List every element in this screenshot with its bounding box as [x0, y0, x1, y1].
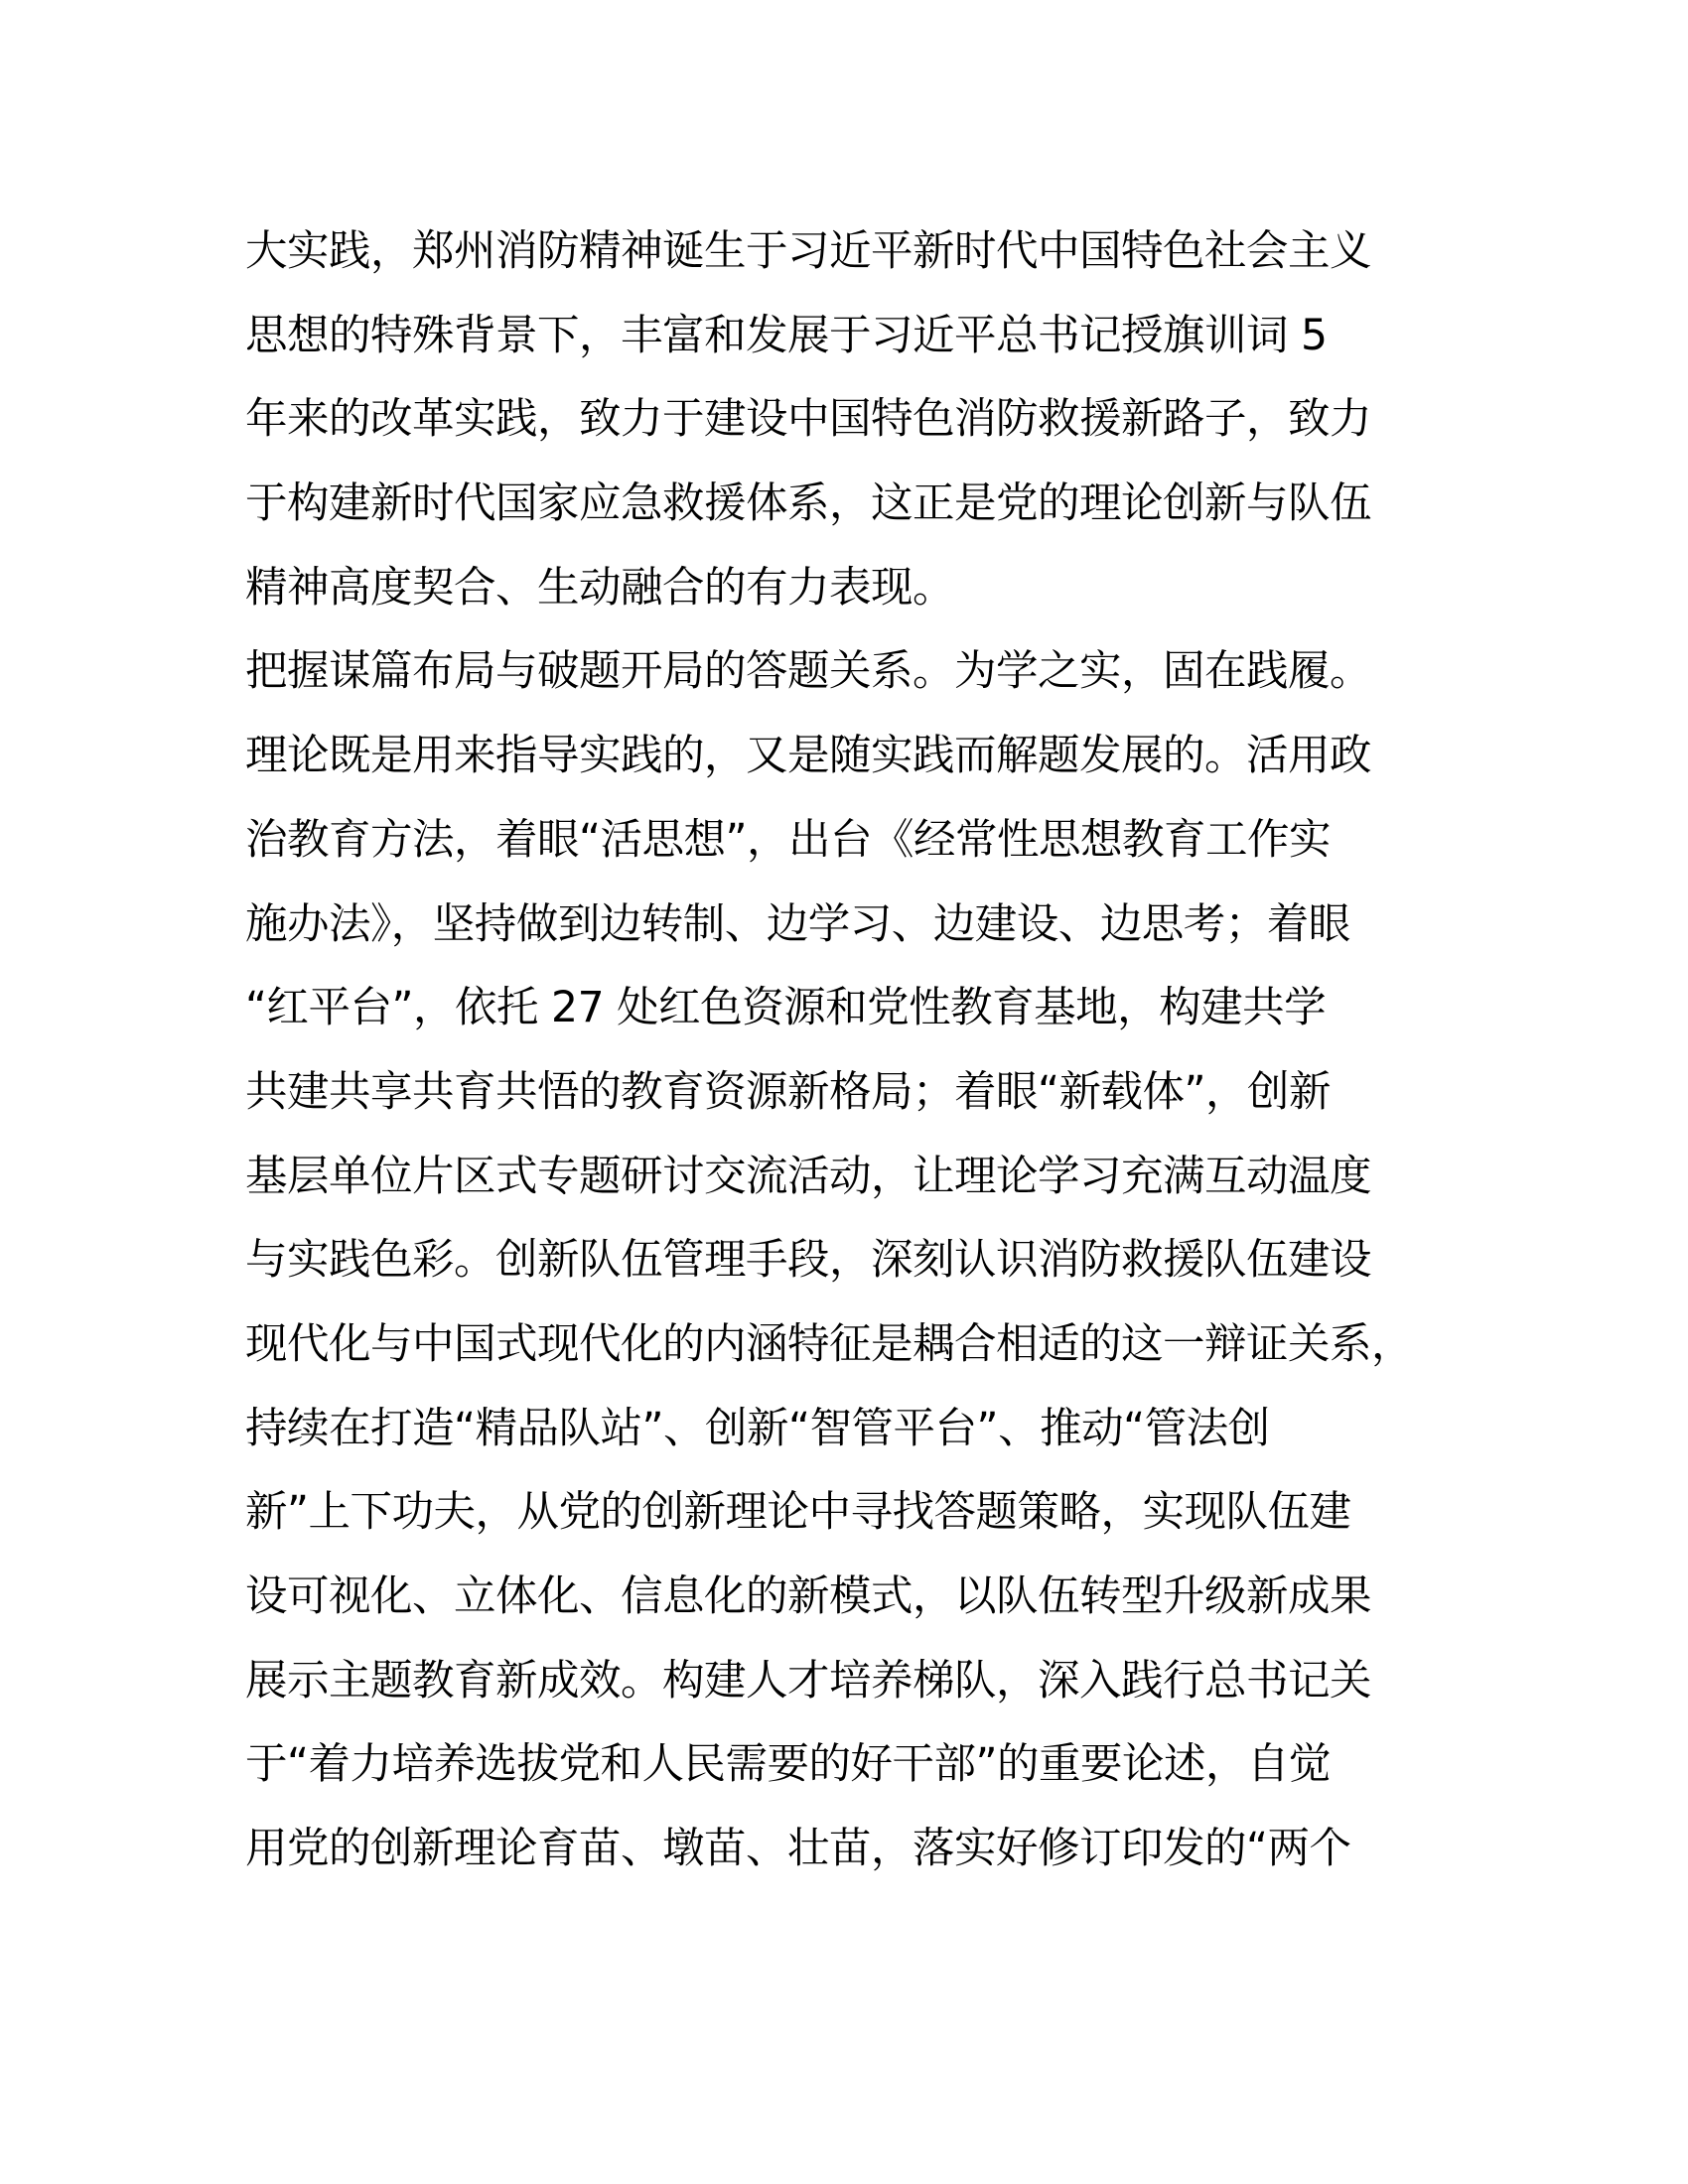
text-line: 持续在打造“精品队站”、创新“智管平台”、推动“管法创	[245, 1404, 1270, 1453]
text-line: 现代化与中国式现代化的内涵特征是耦合相适的这一辩证关系，	[245, 1319, 1414, 1369]
text-line: 把握谋篇布局与破题开局的答题关系。为学之实，固在践履。	[245, 647, 1372, 697]
text-line: 用党的创新理论育苗、墩苗、壮苗，落实好修订印发的“两个	[245, 1825, 1351, 1874]
document-body	[245, 224, 1477, 1906]
text-line: 共建共享共育共悟的教育资源新格局；着眼“新载体”，创新	[245, 1067, 1332, 1117]
text-line: “红平台”，依托 27 处红色资源和党性教育基地，构建共学	[245, 984, 1327, 1033]
text-line: 于“着力培养选拔党和人民需要的好干部”的重要论述，自觉	[245, 1740, 1332, 1790]
text-line: 新”上下功夫，从党的创新理论中寻找答题策略，实现队伍建	[245, 1488, 1351, 1538]
text-line: 于构建新时代国家应急救援体系，这正是党的理论创新与队伍	[245, 479, 1372, 529]
text-line: 与实践色彩。创新队伍管理手段，深刻认识消防救援队伍建设	[245, 1236, 1372, 1286]
text-line: 大实践，郑州消防精神诞生于习近平新时代中国特色社会主义	[245, 227, 1372, 276]
text-line: 设可视化、立体化、信息化的新模式，以队伍转型升级新成果	[245, 1572, 1372, 1621]
text-line: 思想的特殊背景下，丰富和发展于习近平总书记授旗训词 5	[245, 311, 1328, 360]
text-line: 展示主题教育新成效。构建人才培养梯队，深入践行总书记关	[245, 1656, 1372, 1706]
text-line: 治教育方法，着眼“活思想”，出台《经常性思想教育工作实	[245, 815, 1332, 865]
text-line: 精神高度契合、生动融合的有力表现。	[245, 563, 955, 613]
text-line: 施办法》，坚持做到边转制、边学习、边建设、边思考；着眼	[245, 899, 1350, 949]
text-line: 基层单位片区式专题研讨交流活动，让理论学习充满互动温度	[245, 1152, 1372, 1201]
text-line: 年来的改革实践，致力于建设中国特色消防救援新路子，致力	[245, 395, 1372, 445]
text-line: 理论既是用来指导实践的，又是随实践而解题发展的。活用政	[245, 732, 1372, 781]
